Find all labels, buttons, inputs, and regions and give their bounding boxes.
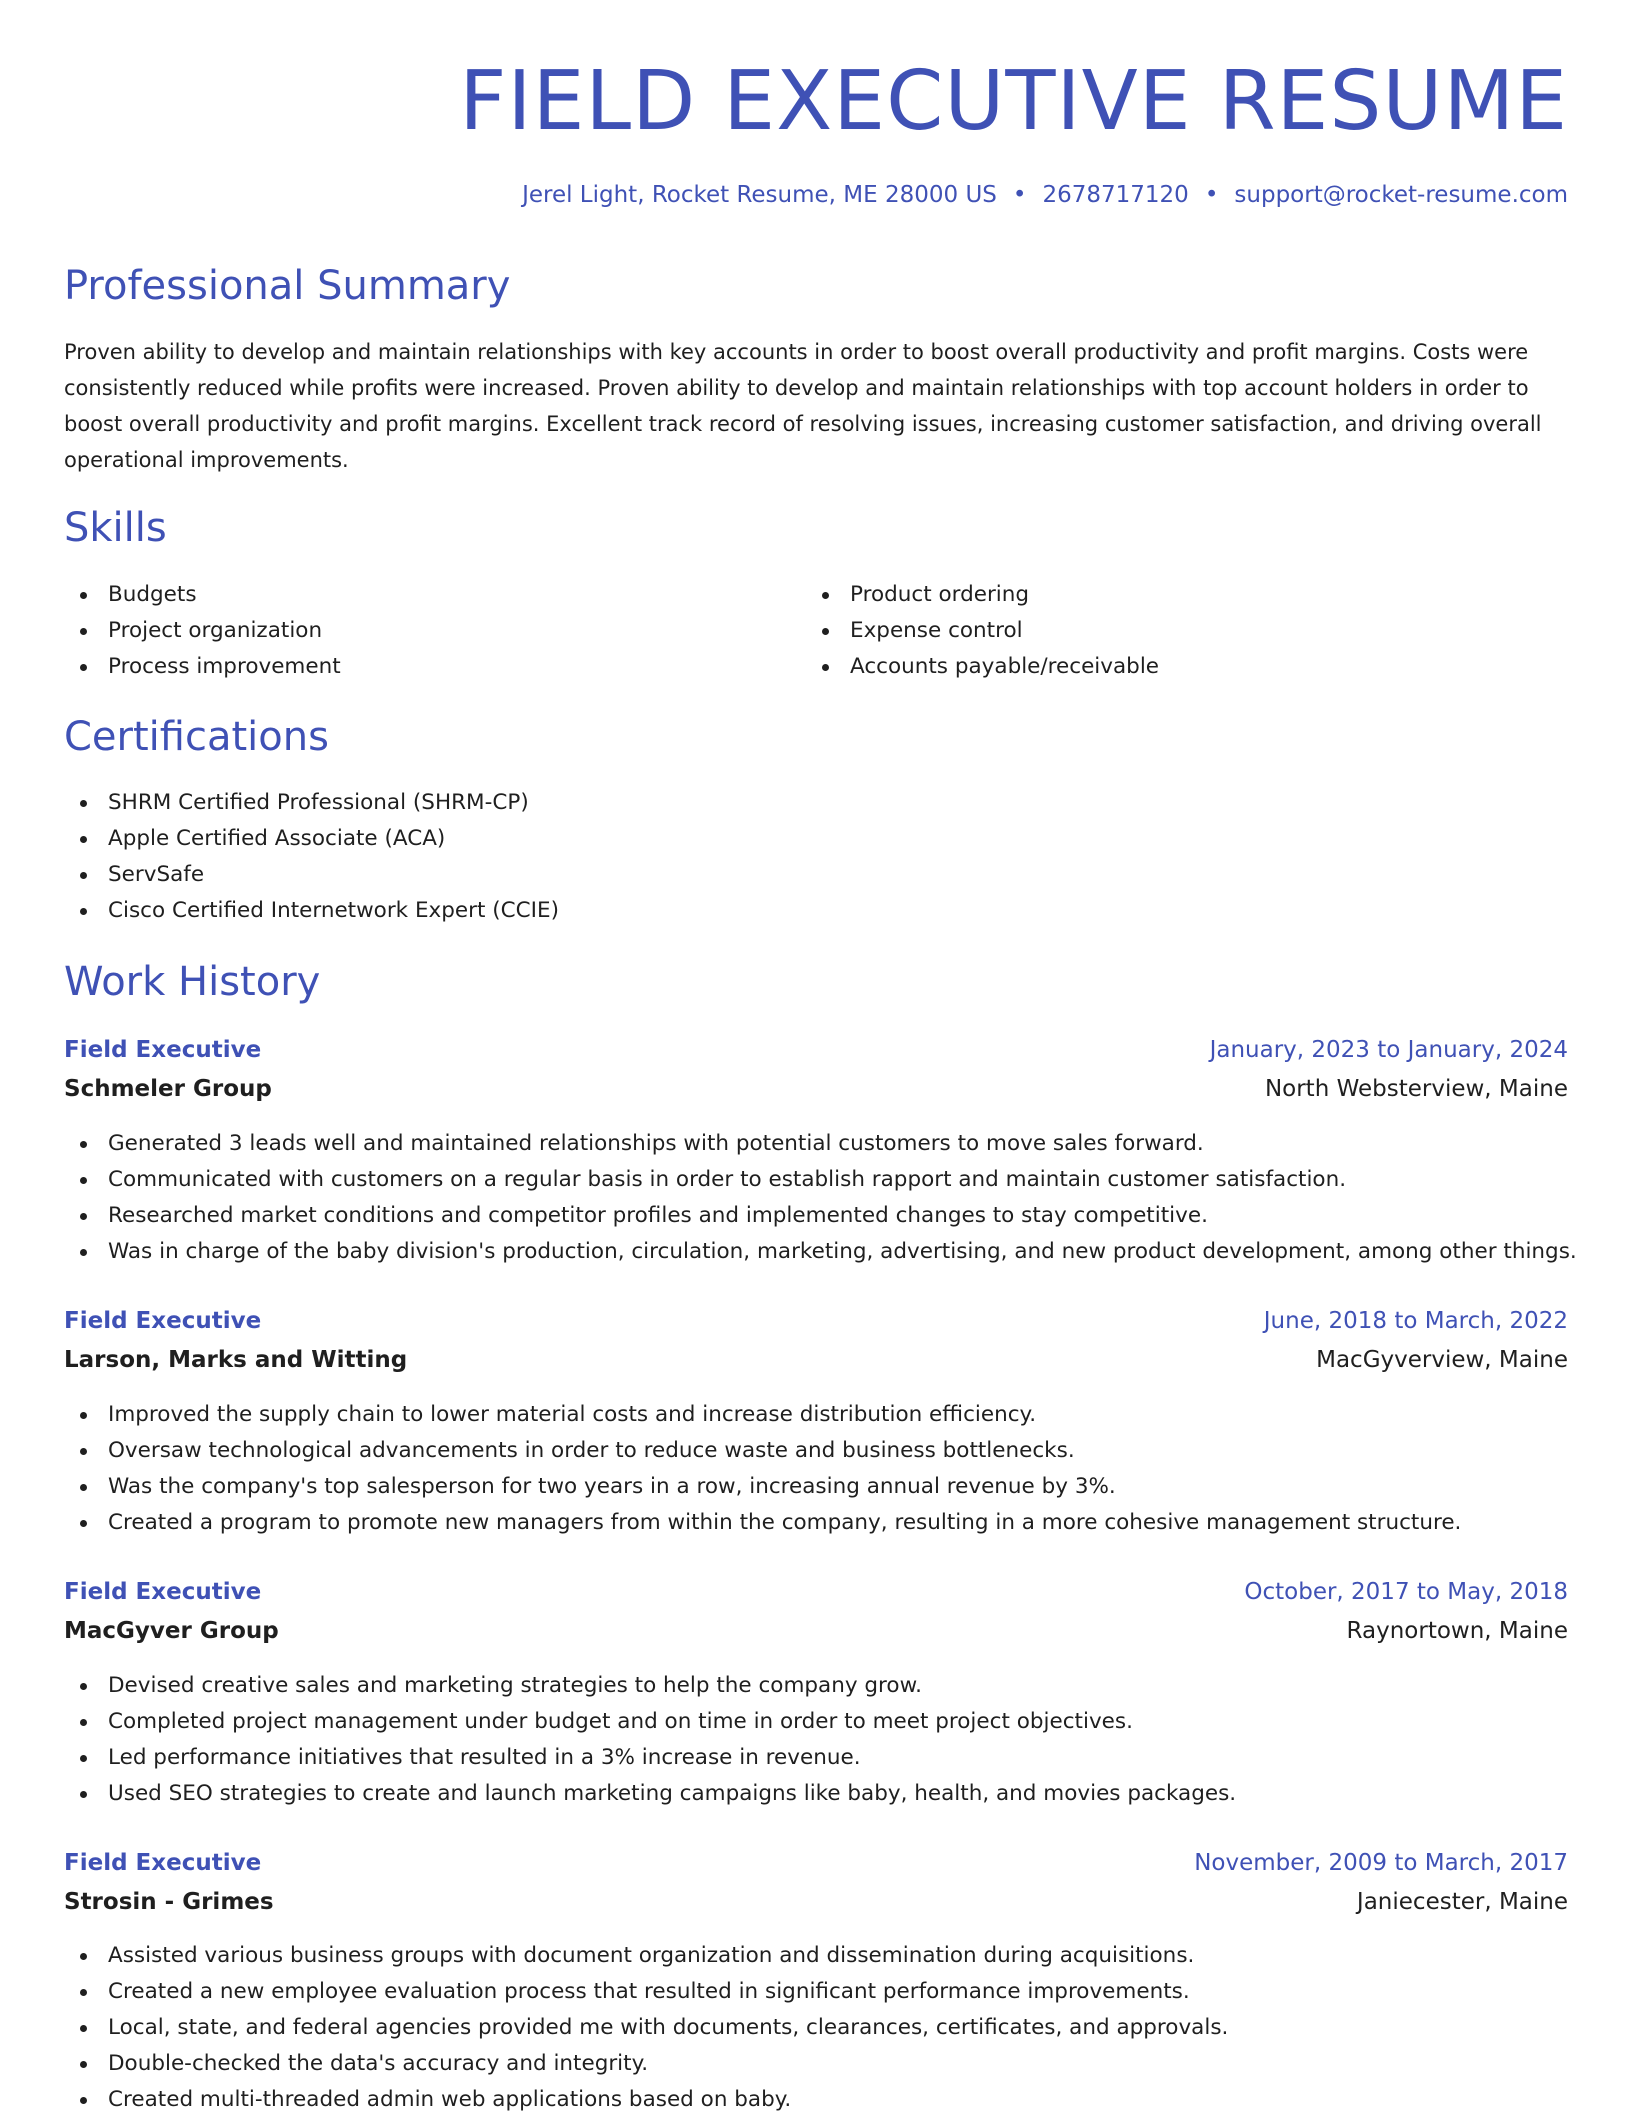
job-bullet: Was in charge of the baby division's production, circulation, marketing, advertising, and new product development, among other things. <box>64 1234 1577 1270</box>
skills-heading: Skills <box>64 505 167 551</box>
job-bullet: Double-checked the data's accuracy and integrity. <box>64 2046 1228 2082</box>
contact-phone: 2678717120 <box>1042 182 1189 208</box>
job-company: Larson, Marks and Witting <box>64 1347 408 1373</box>
job-bullet: Was the company's top salesperson for two years in a row, increasing annual revenue by 3%. <box>64 1469 1461 1505</box>
resume-title: FIELD EXECUTIVE RESUME <box>459 54 1568 149</box>
job-dates: November, 2009 to March, 2017 <box>1194 1850 1568 1876</box>
certifications-heading: Certifications <box>64 714 329 760</box>
skill-item: Project organization <box>64 613 341 649</box>
job-bullet: Created a new employee evaluation process that resulted in significant performance improvements. <box>64 1974 1228 2010</box>
job-location: North Websterview, Maine <box>1264 1076 1568 1102</box>
job-bullets <box>64 1126 1577 1270</box>
summary-heading: Professional Summary <box>64 263 511 309</box>
job-title: Field Executive <box>64 1850 262 1876</box>
job-subheader <box>64 1886 1568 1918</box>
job-location: MacGyverview, Maine <box>1316 1347 1568 1373</box>
job-dates: June, 2018 to March, 2022 <box>1263 1308 1568 1334</box>
contact-line <box>522 180 1568 210</box>
work-history-heading: Work History <box>64 959 321 1005</box>
job-bullets <box>64 1938 1228 2118</box>
skill-item: Accounts payable/receivable <box>806 649 1159 685</box>
job-bullet: Oversaw technological advancements in order to reduce waste and business bottlenecks. <box>64 1433 1461 1469</box>
job-company: Strosin - Grimes <box>64 1889 274 1915</box>
job-bullet: Led performance initiatives that resulted in a 3% increase in revenue. <box>64 1740 1236 1776</box>
contact-separator: • <box>1012 182 1027 208</box>
job-bullet: Local, state, and federal agencies provided me with documents, clearances, certificates, and approvals. <box>64 2010 1228 2046</box>
job-bullet: Researched market conditions and competitor profiles and implemented changes to stay competitive. <box>64 1198 1577 1234</box>
job-title: Field Executive <box>64 1037 262 1063</box>
skills-list-left <box>64 577 341 685</box>
job-company: Schmeler Group <box>64 1076 272 1102</box>
skill-item: Process improvement <box>64 649 341 685</box>
job-bullet: Improved the supply chain to lower material costs and increase distribution efficiency. <box>64 1397 1461 1433</box>
job-header <box>64 1034 1568 1066</box>
job-bullet: Devised creative sales and marketing strategies to help the company grow. <box>64 1668 1236 1704</box>
job-bullet: Created multi-threaded admin web applications based on baby. <box>64 2082 1228 2118</box>
contact-address: Jerel Light, Rocket Resume, ME 28000 US <box>522 182 997 208</box>
contact-email: support@rocket-resume.com <box>1234 182 1568 208</box>
job-subheader <box>64 1615 1568 1647</box>
certification-item: SHRM Certified Professional (SHRM-CP) <box>64 785 559 821</box>
job-dates: January, 2023 to January, 2024 <box>1209 1037 1568 1063</box>
job-bullets <box>64 1397 1461 1541</box>
job-dates: October, 2017 to May, 2018 <box>1244 1579 1568 1605</box>
certification-item: Apple Certified Associate (ACA) <box>64 821 559 857</box>
job-header <box>64 1305 1568 1337</box>
certifications-list <box>64 785 559 929</box>
job-title: Field Executive <box>64 1308 262 1334</box>
skill-item: Budgets <box>64 577 341 613</box>
job-bullet: Communicated with customers on a regular basis in order to establish rapport and maintain customer satisfaction. <box>64 1162 1577 1198</box>
certification-item: Cisco Certified Internetwork Expert (CCIE) <box>64 893 559 929</box>
summary-text: Proven ability to develop and maintain relationships with key accounts in order to boost overall productivity and profit margins. Costs were consistently reduced while profits were increased. Proven ability to develop and maintain relationships with top account holders in order to boost overall productivity and profit margins. Excellent track record of resolving issues, increasing customer satisfaction, and driving overall operational improvements. <box>64 340 1542 472</box>
job-title: Field Executive <box>64 1579 262 1605</box>
job-bullet: Completed project management under budget and on time in order to meet project objectives. <box>64 1704 1236 1740</box>
job-location: Raynortown, Maine <box>1346 1618 1568 1644</box>
certification-item: ServSafe <box>64 857 559 893</box>
job-bullets <box>64 1668 1236 1812</box>
job-location: Janiecester, Maine <box>1356 1889 1568 1915</box>
job-subheader <box>64 1073 1568 1105</box>
job-subheader <box>64 1344 1568 1376</box>
job-header <box>64 1576 1568 1608</box>
job-bullet: Assisted various business groups with document organization and dissemination during acquisitions. <box>64 1938 1228 1974</box>
job-bullet: Created a program to promote new managers from within the company, resulting in a more cohesive management structure. <box>64 1505 1461 1541</box>
contact-separator: • <box>1204 182 1219 208</box>
job-bullet: Generated 3 leads well and maintained relationships with potential customers to move sales forward. <box>64 1126 1577 1162</box>
skills-list-right <box>806 577 1159 685</box>
job-header <box>64 1847 1568 1879</box>
job-company: MacGyver Group <box>64 1618 279 1644</box>
skill-item: Product ordering <box>806 577 1159 613</box>
job-bullet: Used SEO strategies to create and launch marketing campaigns like baby, health, and movies packages. <box>64 1776 1236 1812</box>
skill-item: Expense control <box>806 613 1159 649</box>
